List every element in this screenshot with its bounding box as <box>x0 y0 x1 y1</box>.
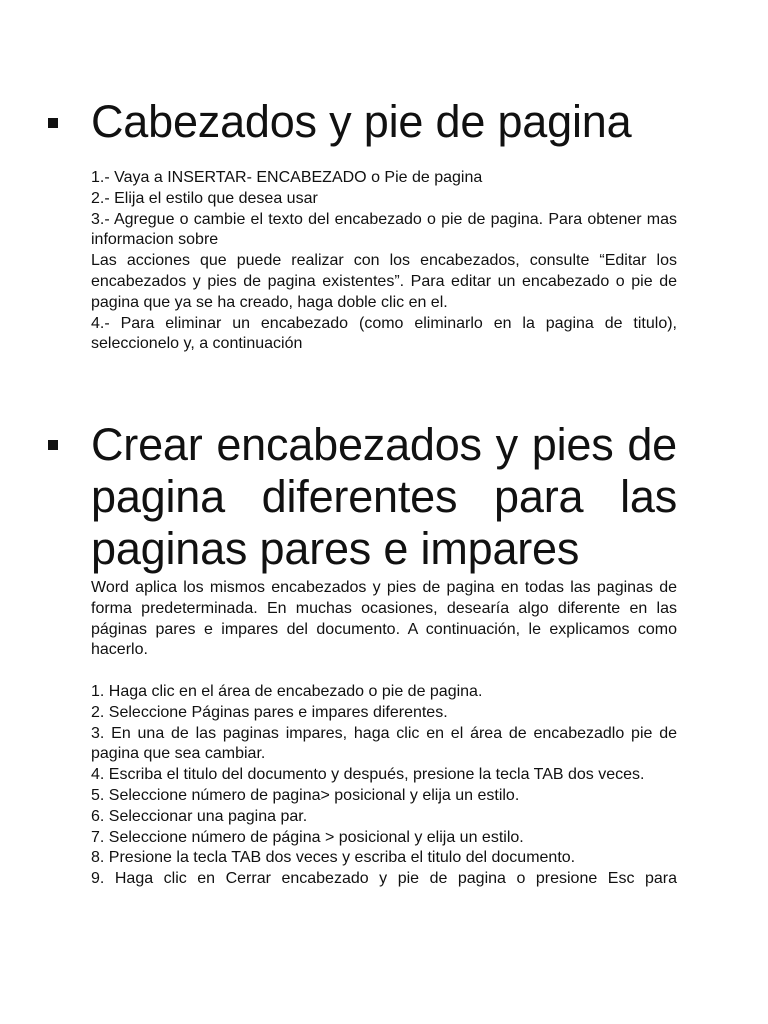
step-item: 7. Seleccione número de página > posicional y elija un estilo. <box>91 828 524 846</box>
step-item: 4. Escriba el titulo del documento y después, presione la tecla TAB dos veces. <box>91 766 645 784</box>
step-item: 1. Haga clic en el área de encabezado o pie de pagina. <box>91 682 483 700</box>
step-item: 2. Seleccione Páginas pares e impares diferentes. <box>91 703 448 721</box>
square-bullet-icon <box>48 440 58 450</box>
section-body <box>91 168 677 355</box>
paragraph: 1.- Vaya a INSERTAR- ENCABEZADO o Pie de pagina <box>91 169 483 186</box>
step-item: 9. Haga clic en Cerrar encabezado y pie de pagina o presione Esc para <box>91 870 677 888</box>
step-item: 8. Presione la tecla TAB dos veces y escriba el titulo del documento. <box>91 849 576 867</box>
section-heading: Cabezados y pie de pagina <box>91 96 632 147</box>
intro-paragraph: Word aplica los mismos encabezados y pies de pagina en todas las paginas de forma predeterminada. En muchas ocasiones, desearía algo diferente en las páginas pares e impares del documento. A continuación, le explicamos como hacerlo. <box>91 579 677 659</box>
paragraph-spacer <box>91 661 677 682</box>
paragraph: 2.- Elija el estilo que desea usar <box>91 189 318 207</box>
step-item: 6. Seleccionar una pagina par. <box>91 807 308 825</box>
step-item: 3. En una de las paginas impares, haga clic en el área de encabezadlo pie de pagina que sea cambiar. <box>91 724 677 763</box>
paragraph: 3.- Agregue o cambie el texto del encabezado o pie de pagina. Para obtener mas informacion sobre <box>91 210 677 249</box>
paragraph: 4.- Para eliminar un encabezado (como eliminarlo en la pagina de titulo), seleccionelo y, a continuación <box>91 314 677 353</box>
section-body <box>91 578 677 890</box>
section-heading: Crear encabezados y pies de pagina diferentes para las paginas pares e impares <box>91 419 677 574</box>
square-bullet-icon <box>48 118 58 128</box>
step-item: 5. Seleccione número de pagina> posicional y elija un estilo. <box>91 786 520 804</box>
paragraph: Las acciones que puede realizar con los encabezados, consulte “Editar los encabezados y pies de pagina existentes”. Para editar un encabezado o pie de pagina que ya se ha creado, haga doble clic en el. <box>91 252 677 311</box>
